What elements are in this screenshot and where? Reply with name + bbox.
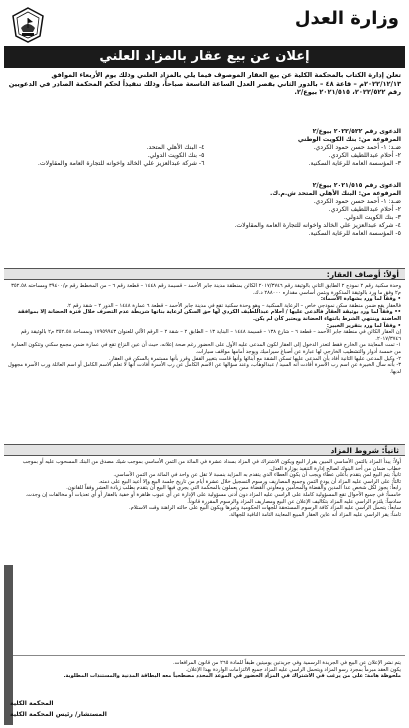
paragraph: خامساً: في جميع الأحوال تقع المسؤولية كاملة على الراسي عليه المزاد دون أدنى مسؤولية على الإدارة عن أي عيوب ظاهرة أو خفية بالعقار أو أي تعديات أو مخالفات إن وجدت.	[25, 491, 401, 498]
ministry-name: وزارة العدل	[294, 8, 399, 29]
defendant-item: ٥- المؤسسة العامة للرعاية السكنية.	[308, 230, 401, 237]
footer-notes	[14, 660, 401, 680]
paragraph: ٢- وكيل المدعى عليها الثانية أفاد بأن المدعى عليها تسكن الشقة مع أبنائها وأنها قامت بتغيير القفل وقرر بأنها مستمرة بالسكن في العقار.	[108, 355, 401, 362]
case-number: الدعوى رقم ٢٠٢١/٥١٥ بيوع/٢	[312, 182, 401, 189]
footer-note: ملحوظة هامة: على من يرغب في الاشتراك في المزاد الحضور في الموعد المحدد مصطحباً معه البطاقة المدنية والمستندات المطلوبة.	[63, 673, 401, 680]
auction-conditions	[8, 459, 401, 518]
kuwait-emblem-icon	[8, 6, 48, 44]
case-number: الدعوى رقم ٢٠٢٢/٥٢٢ بيوع/٢	[312, 128, 401, 135]
case-plaintiff: المرفوعة من: البنك الأهلي المتحد ش.م.ك.	[269, 190, 401, 197]
divider	[4, 655, 405, 656]
defendants-column-right	[205, 144, 402, 168]
paragraph: وحدة سكنية رقم ٢ نموذج ٢ الطابق الثاني بالوثيقة رقم ٢٠١٧/٣٧٤٦ الكائن بمنطقة مدينة جابر الأحمد – قسيمة رقم ١٤٤٨ – قطعة رقم ٦ – من المخطط رقم م/٣٩٤٠٠ ومساحته ٣٥٢.٥٨ م٢ وفق ما ورد بالوثيقة المذكورة وبثمن أساسي مقداره ٢٨٨٠٠٠ د.ك.	[11, 283, 401, 296]
defendant-item: ٤- البنك الأهلي المتحد.	[146, 144, 205, 151]
paragraph: • وفقاً لما ورد بتقرير الخبير:	[326, 322, 401, 329]
defendant-item: ٦- شركة عبدالعزيز علي الخالد واخوانه للتجارة العامة والمقاولات.	[37, 160, 205, 167]
paragraph: • وفقاً لما ورد بشهادة الأسماء:	[320, 296, 401, 303]
case-block-2	[8, 182, 401, 238]
defendants-grid	[8, 144, 401, 168]
section-heading-property: أولاً: أوصاف العقار:	[4, 268, 405, 280]
defendant-item: ٢- أحلام عبداللطيف الكردي.	[328, 152, 401, 159]
paragraph: •• وفقاً لما ورد بوثيقة العقار فالدعى عليها / أحلام عبداللطيف الكردي لها حق السكن لرعاية بناتها شريطة عدم التصرف خلال فترة الحضانة إلا بموافقة الحاضنة وينتهي الشرط بانتهاء الحضانة ويعتبر كأن لم يكن.	[17, 309, 401, 322]
paragraph: ثالثاً: على الراسي عليه المزاد أن يودع الثمن وجميع المصاريف ورسوم التسجيل خلال عشرة أيام من تاريخ جلسة البيع وإلا أعيد البيع على ذمته.	[98, 478, 401, 485]
paragraph: ١- تمت المعاينة من الخارج فقط لتعذر الدخول إلى العقار لكون المدعى عليه الأول على الحضور رغم صحة إعلانه، حيث أن عين النزاع تقع في عمارة ضمن مجمع سكني وتتكون العمارة من خمسة أدوار والتشطيب الخارجي لها عبارة عن أصباغ سيراميك ويوجد أمامها مواقف سيارات.	[11, 342, 401, 355]
defendant-item: ٢- أحلام عبداللطيف الكردي.	[328, 206, 401, 213]
property-description	[8, 283, 401, 375]
case-block-1	[8, 128, 401, 168]
defendant-item: ضـد: ١- أحمد حسن حمود الكردي.	[313, 198, 401, 205]
defendants-column-left	[8, 144, 205, 168]
defendant-item: ضـد: ١- أحمد حسن حمود الكردي.	[313, 144, 401, 151]
paragraph: رابعاً: يجوز لكل شخص عدا المدين والقضاة والمحامين ومعاوني القضاة ممن يعملون بالمحكمة التي يجري فيها البيع أن يتقدم بطلب زيادة العشر وفقاً للقانون.	[66, 485, 401, 492]
footer-note: يتم نشر الإعلان عن البيع في الجريدة الرسمية وفي جريدتين يوميتين طبقاً للمادة ٢٦٥ من قانون المرافعات.	[173, 660, 401, 666]
paragraph: ثامناً: يقر الراسي عليه المزاد أنه عاين العقار المبيع المعاينة التامة النافية للجهالة.	[228, 511, 401, 518]
footer-note: يكون العقد مبرماً بمجرد رسو المزاد ويتحمل الراسي عليه المزاد جميع الالتزامات الواردة بهذا الإعلان.	[185, 666, 401, 673]
counsellor-signature: المستشار/ رئيس المحكمة الكلية	[10, 711, 107, 718]
intro-text: تعلن إدارة الكتاب بالمحكمة الكلية عن بيع العقار الموصوف فيما يلي بالمزاد العلني وذلك يوم الأربعاء الموافق ٢٠٢٢/١٢/١٣م – قاعة ٤٨ – بالدور الثاني بقصر العدل الساعة التاسعة صباحاً، وذلك تنفيذاً لحكم المحكمة الصادر في الدعويين رقم ٢٠٢٢/٥٢٢، ٢٠٢١/٥١٥ بيوع/٢.	[8, 71, 401, 97]
defendant-item: ٥- بنك الكويت الدولي.	[147, 152, 205, 159]
paragraph: فالعقار يقع ضمن منطقة سكن نموذجي خاص – الرعاية السكنية – وهو وحدة سكنية تقع في مدينة جابر الأحمد – قطعة ٦ عمارة ١٤٤٨ – الدور ٢ – شقة رقم ٢.	[66, 302, 401, 309]
announcement-title: إعلان عن بيع عقار بالمزاد العلني	[4, 46, 405, 68]
paragraph: سادساً: يلتزم الراسي عليه المزاد بتكاليف الإعلان عن البيع ومصاريف المزاد والرسوم المقررة قانوناً.	[187, 498, 401, 505]
section-heading-conditions: ثانياً: شروط المزاد	[4, 444, 405, 456]
paragraph: إن العقار الكائن في منطقة جابر الأحمد – قطعة ٦ – شارع ١٣٨ – قسيمة ١٤٤٨ – البناية ١٣ – الطابق ٢ – شقة ٢ – الرقم الآلي للعنوان ١٧٩٥٩٩٤٣ وبمساحة ٣٥٢.٥٨ م٢ بالوثيقة رقم ٢٠١٧/٣٧٤٦.	[20, 329, 401, 342]
header	[4, 4, 405, 46]
defendant-item: ٤- شركة عبدالعزيز علي الخالد واخوانه للتجارة العامة والمقاولات.	[234, 222, 401, 229]
defendant-item: ٣- بنك الكويت الدولي.	[343, 214, 401, 221]
case-plaintiff: المرفوعة من: بنك الكويت الوطني	[297, 136, 401, 143]
paragraph: ثانياً: يتم البيع لمن يتقدم بأعلى عطاء ويجب أن يكون العطاء الذي يتقدم به المزايد بنسبة لا تقل عن واحد في المائة من الثمن الأساسي.	[113, 472, 401, 479]
paragraph: سابعاً: يتحمل الراسي عليه المزاد كافة الرسوم المستحقة للجهات الحكومية وغيرها ويكون البيع على حالته الراهنة وقت الاستلام.	[128, 505, 401, 512]
defendant-item: ٣- المؤسسة العامة للرعاية السكنية.	[308, 160, 401, 167]
paragraph: ٣- بأنه سأل الخبيرة عن اسم رب الأسرة أفادت أنه السيد / عبدالوهاب، وعند سؤالها عن الاسم الكامل عن رب الأسرة أفادت أنها لا تعلم الاسم الكامل أو اسم العائلة ورب الأسرة مجهول لديها.	[8, 362, 401, 375]
court-name: المحكمة الكلية	[10, 700, 54, 707]
paragraph: أولاً: يبدأ المزاد بالثمن الأساسي المبين بقرار البيع ويكون الاشتراك في المزاد بسداد عشرة في المائة من الثمن الأساسي بموجب شيك مصدق من البنك المسحوب عليه أو بموجب خطاب ضمان من أحد البنوك لصالح إدارة التنفيذ بوزارة العدل.	[22, 459, 401, 472]
